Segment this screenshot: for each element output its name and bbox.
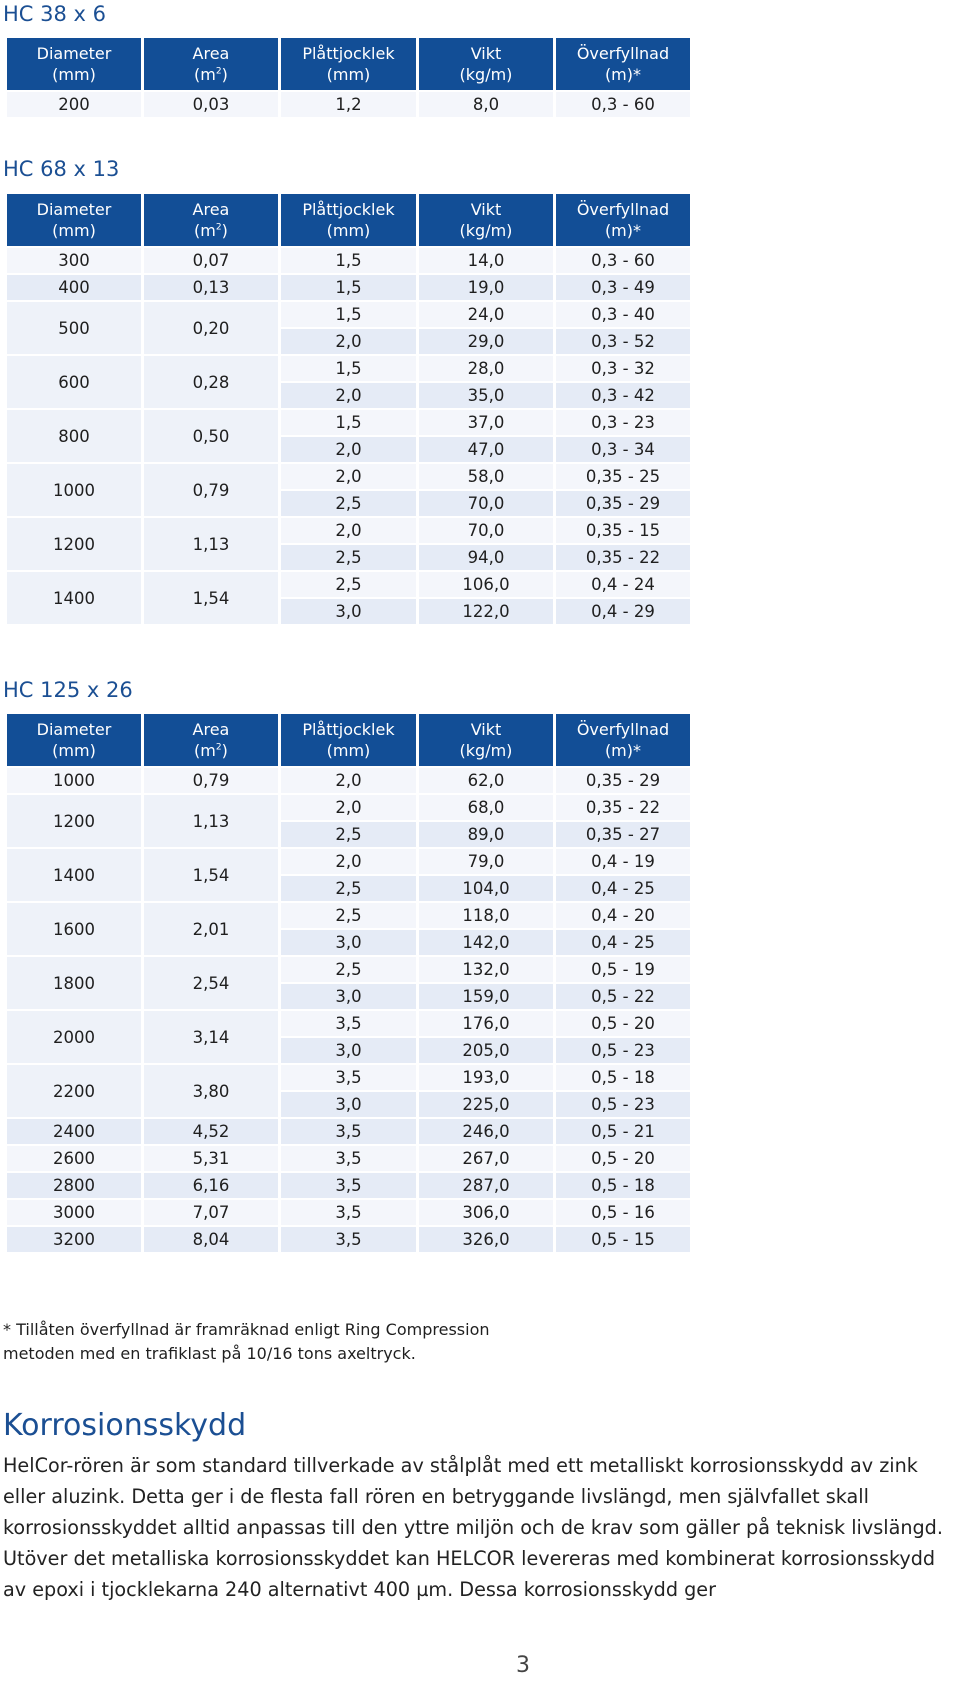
header-thickness-unit: (mm) <box>326 221 371 240</box>
cell-overfill: 0,4 - 25 <box>556 876 690 901</box>
header-row <box>7 714 690 766</box>
header-overfill-label: Överfyllnad <box>576 200 670 219</box>
header-weight <box>419 38 553 90</box>
table-row <box>7 1227 690 1252</box>
header-area <box>144 38 278 90</box>
cell-weight: 35,0 <box>419 383 553 408</box>
cell-weight: 94,0 <box>419 545 553 570</box>
cell-weight: 122,0 <box>419 599 553 624</box>
cell-thickness: 1,5 <box>281 275 416 300</box>
cell-overfill: 0,5 - 21 <box>556 1119 690 1144</box>
cell-overfill: 0,5 - 20 <box>556 1146 690 1171</box>
cell-area: 0,79 <box>144 768 278 793</box>
table-row <box>7 248 690 273</box>
header-overfill-unit: (m)* <box>604 65 642 84</box>
cell-diameter: 600 <box>7 356 141 408</box>
cell-overfill: 0,35 - 29 <box>556 768 690 793</box>
header-thickness-label: Plåttjocklek <box>302 200 395 219</box>
cell-weight: 37,0 <box>419 410 553 435</box>
cell-weight: 205,0 <box>419 1038 553 1063</box>
cell-area: 1,13 <box>144 518 278 570</box>
header-area-unit-close: ) <box>221 741 228 760</box>
cell-diameter: 200 <box>7 92 141 117</box>
header-weight-label: Vikt <box>470 720 502 739</box>
cell-weight: 24,0 <box>419 302 553 327</box>
cell-weight: 8,0 <box>419 92 553 117</box>
header-weight-unit: (kg/m) <box>459 65 513 84</box>
header-row <box>7 194 690 246</box>
header-diameter <box>7 194 141 246</box>
section-title-hc38: HC 38 x 6 <box>3 2 106 26</box>
cell-thickness: 3,0 <box>281 984 416 1009</box>
cell-weight: 104,0 <box>419 876 553 901</box>
cell-diameter: 2600 <box>7 1146 141 1171</box>
cell-diameter: 1400 <box>7 572 141 624</box>
cell-weight: 267,0 <box>419 1146 553 1171</box>
cell-thickness: 3,5 <box>281 1065 416 1090</box>
cell-weight: 29,0 <box>419 329 553 354</box>
table-row <box>7 302 690 327</box>
cell-overfill: 0,3 - 52 <box>556 329 690 354</box>
header-weight-label: Vikt <box>470 200 502 219</box>
table-row <box>7 1011 690 1036</box>
cell-thickness: 3,0 <box>281 1092 416 1117</box>
cell-area: 1,54 <box>144 572 278 624</box>
cell-diameter: 2000 <box>7 1011 141 1063</box>
cell-weight: 89,0 <box>419 822 553 847</box>
cell-overfill: 0,35 - 15 <box>556 518 690 543</box>
footnote-line-1: * Tillåten överfyllnad är framräknad enligt Ring Compression <box>3 1320 490 1339</box>
cell-thickness: 2,0 <box>281 329 416 354</box>
cell-thickness: 2,5 <box>281 491 416 516</box>
spec-table-hc38 <box>4 36 693 119</box>
cell-area: 6,16 <box>144 1173 278 1198</box>
section-title-hc125: HC 125 x 26 <box>3 678 133 702</box>
cell-diameter: 1200 <box>7 795 141 847</box>
cell-diameter: 3000 <box>7 1200 141 1225</box>
cell-thickness: 1,2 <box>281 92 416 117</box>
cell-weight: 62,0 <box>419 768 553 793</box>
cell-weight: 47,0 <box>419 437 553 462</box>
cell-area: 0,28 <box>144 356 278 408</box>
cell-thickness: 3,5 <box>281 1200 416 1225</box>
cell-overfill: 0,35 - 27 <box>556 822 690 847</box>
cell-overfill: 0,3 - 60 <box>556 92 690 117</box>
footnote <box>3 1318 563 1366</box>
cell-overfill: 0,35 - 22 <box>556 795 690 820</box>
cell-overfill: 0,3 - 42 <box>556 383 690 408</box>
header-overfill-unit: (m)* <box>604 741 642 760</box>
cell-overfill: 0,4 - 25 <box>556 930 690 955</box>
cell-thickness: 2,0 <box>281 795 416 820</box>
cell-diameter: 2800 <box>7 1173 141 1198</box>
cell-area: 0,20 <box>144 302 278 354</box>
cell-overfill: 0,5 - 22 <box>556 984 690 1009</box>
section-title-hc68: HC 68 x 13 <box>3 157 120 181</box>
cell-area: 8,04 <box>144 1227 278 1252</box>
cell-weight: 159,0 <box>419 984 553 1009</box>
header-area-label: Area <box>192 720 230 739</box>
header-diameter-label: Diameter <box>36 44 112 63</box>
cell-weight: 70,0 <box>419 491 553 516</box>
header-area-unit-close: ) <box>221 65 228 84</box>
header-area-unit-sup: 2 <box>215 742 222 753</box>
header-thickness-label: Plåttjocklek <box>302 720 395 739</box>
table-row <box>7 518 690 543</box>
header-area-unit-open: (m <box>194 65 216 84</box>
cell-area: 0,13 <box>144 275 278 300</box>
cell-weight: 287,0 <box>419 1173 553 1198</box>
cell-weight: 19,0 <box>419 275 553 300</box>
spec-table-hc125 <box>4 712 693 1254</box>
table-row <box>7 795 690 820</box>
cell-weight: 142,0 <box>419 930 553 955</box>
cell-overfill: 0,5 - 18 <box>556 1173 690 1198</box>
header-thickness-unit: (mm) <box>326 65 371 84</box>
header-area-label: Area <box>192 200 230 219</box>
cell-thickness: 3,5 <box>281 1146 416 1171</box>
header-thickness <box>281 38 416 90</box>
header-area-unit-open: (m <box>194 741 216 760</box>
cell-area: 3,14 <box>144 1011 278 1063</box>
header-diameter-unit: (mm) <box>52 741 96 760</box>
cell-diameter: 2200 <box>7 1065 141 1117</box>
cell-area: 5,31 <box>144 1146 278 1171</box>
cell-area: 3,80 <box>144 1065 278 1117</box>
header-overfill-label: Överfyllnad <box>576 720 670 739</box>
cell-thickness: 3,5 <box>281 1011 416 1036</box>
header-area-unit-close: ) <box>221 221 228 240</box>
header-area-label: Area <box>192 44 230 63</box>
table-row <box>7 903 690 928</box>
footnote-line-2: metoden med en trafiklast på 10/16 tons axeltryck. <box>3 1344 416 1363</box>
cell-thickness: 2,5 <box>281 822 416 847</box>
cell-overfill: 0,3 - 60 <box>556 248 690 273</box>
header-weight <box>419 194 553 246</box>
cell-thickness: 2,0 <box>281 518 416 543</box>
table-row <box>7 1146 690 1171</box>
cell-overfill: 0,3 - 40 <box>556 302 690 327</box>
cell-overfill: 0,5 - 18 <box>556 1065 690 1090</box>
table-row <box>7 572 690 597</box>
table-row <box>7 1119 690 1144</box>
cell-overfill: 0,4 - 20 <box>556 903 690 928</box>
spec-table-hc68 <box>4 192 693 626</box>
page-number: 3 <box>516 1653 530 1678</box>
cell-area: 0,50 <box>144 410 278 462</box>
cell-thickness: 3,0 <box>281 599 416 624</box>
header-overfill-unit: (m)* <box>604 221 642 240</box>
cell-overfill: 0,5 - 15 <box>556 1227 690 1252</box>
cell-weight: 132,0 <box>419 957 553 982</box>
cell-overfill: 0,3 - 34 <box>556 437 690 462</box>
cell-area: 1,13 <box>144 795 278 847</box>
header-weight-label: Vikt <box>470 44 502 63</box>
cell-thickness: 3,5 <box>281 1119 416 1144</box>
table-row <box>7 849 690 874</box>
cell-thickness: 2,5 <box>281 876 416 901</box>
header-weight <box>419 714 553 766</box>
cell-weight: 68,0 <box>419 795 553 820</box>
header-area-unit-sup: 2 <box>215 222 222 233</box>
cell-area: 1,54 <box>144 849 278 901</box>
cell-thickness: 1,5 <box>281 248 416 273</box>
table-row <box>7 356 690 381</box>
header-area-unit-sup: 2 <box>215 66 222 77</box>
cell-thickness: 3,5 <box>281 1227 416 1252</box>
cell-diameter: 1600 <box>7 903 141 955</box>
cell-weight: 193,0 <box>419 1065 553 1090</box>
cell-area: 4,52 <box>144 1119 278 1144</box>
table-row <box>7 464 690 489</box>
cell-weight: 28,0 <box>419 356 553 381</box>
table-row <box>7 1200 690 1225</box>
cell-weight: 225,0 <box>419 1092 553 1117</box>
header-diameter-unit: (mm) <box>52 221 96 240</box>
cell-overfill: 0,5 - 23 <box>556 1038 690 1063</box>
header-thickness-label: Plåttjocklek <box>302 44 395 63</box>
header-weight-unit: (kg/m) <box>459 741 513 760</box>
cell-overfill: 0,35 - 29 <box>556 491 690 516</box>
cell-thickness: 2,0 <box>281 437 416 462</box>
corrosion-heading: Korrosionsskydd <box>3 1408 247 1443</box>
header-overfill <box>556 194 690 246</box>
header-thickness <box>281 714 416 766</box>
cell-diameter: 1000 <box>7 464 141 516</box>
header-diameter-unit: (mm) <box>52 65 96 84</box>
cell-thickness: 1,5 <box>281 410 416 435</box>
cell-diameter: 300 <box>7 248 141 273</box>
cell-weight: 14,0 <box>419 248 553 273</box>
cell-overfill: 0,5 - 20 <box>556 1011 690 1036</box>
cell-overfill: 0,3 - 49 <box>556 275 690 300</box>
cell-area: 7,07 <box>144 1200 278 1225</box>
header-area <box>144 194 278 246</box>
cell-weight: 176,0 <box>419 1011 553 1036</box>
corrosion-paragraph: HelCor-rören är som standard tillverkade av stålplåt med ett metalliskt korrosionsskydd av zink eller aluzink. Detta ger i de flesta fall rören en betryggande livslängd, men självfallet skall korrosionsskyddet alltid anpassas till den yttre miljön och de krav som gäller på teknisk livslängd. Utöver det metalliska korrosionsskyddet kan HELCOR levereras med kombinerat korrosionsskydd av epoxi i tjocklekarna 240 alternativt 400 µm. Dessa korrosionsskydd ger <box>3 1454 943 1601</box>
cell-thickness: 2,0 <box>281 464 416 489</box>
header-diameter <box>7 714 141 766</box>
table-row <box>7 1173 690 1198</box>
cell-diameter: 2400 <box>7 1119 141 1144</box>
table-row <box>7 957 690 982</box>
cell-diameter: 3200 <box>7 1227 141 1252</box>
cell-thickness: 3,0 <box>281 930 416 955</box>
cell-diameter: 1000 <box>7 768 141 793</box>
cell-overfill: 0,4 - 24 <box>556 572 690 597</box>
cell-overfill: 0,5 - 19 <box>556 957 690 982</box>
cell-overfill: 0,35 - 22 <box>556 545 690 570</box>
header-area <box>144 714 278 766</box>
header-diameter-label: Diameter <box>36 200 112 219</box>
table-row <box>7 768 690 793</box>
cell-overfill: 0,5 - 23 <box>556 1092 690 1117</box>
cell-overfill: 0,3 - 32 <box>556 356 690 381</box>
cell-diameter: 500 <box>7 302 141 354</box>
cell-area: 0,79 <box>144 464 278 516</box>
cell-diameter: 400 <box>7 275 141 300</box>
cell-thickness: 2,5 <box>281 545 416 570</box>
cell-area: 2,54 <box>144 957 278 1009</box>
cell-weight: 326,0 <box>419 1227 553 1252</box>
header-diameter <box>7 38 141 90</box>
cell-thickness: 2,0 <box>281 768 416 793</box>
cell-diameter: 1400 <box>7 849 141 901</box>
cell-weight: 70,0 <box>419 518 553 543</box>
cell-thickness: 2,5 <box>281 903 416 928</box>
table-row <box>7 275 690 300</box>
header-overfill-label: Överfyllnad <box>576 44 670 63</box>
header-thickness-unit: (mm) <box>326 741 371 760</box>
cell-area: 2,01 <box>144 903 278 955</box>
cell-thickness: 1,5 <box>281 302 416 327</box>
cell-weight: 118,0 <box>419 903 553 928</box>
cell-diameter: 1200 <box>7 518 141 570</box>
header-diameter-label: Diameter <box>36 720 112 739</box>
cell-diameter: 800 <box>7 410 141 462</box>
cell-diameter: 1800 <box>7 957 141 1009</box>
header-weight-unit: (kg/m) <box>459 221 513 240</box>
table-row <box>7 410 690 435</box>
cell-thickness: 2,0 <box>281 383 416 408</box>
table-row <box>7 1065 690 1090</box>
table-row <box>7 92 690 117</box>
cell-thickness: 2,5 <box>281 572 416 597</box>
header-overfill <box>556 714 690 766</box>
cell-area: 0,07 <box>144 248 278 273</box>
cell-overfill: 0,4 - 29 <box>556 599 690 624</box>
cell-thickness: 3,0 <box>281 1038 416 1063</box>
cell-weight: 58,0 <box>419 464 553 489</box>
cell-weight: 246,0 <box>419 1119 553 1144</box>
cell-area: 0,03 <box>144 92 278 117</box>
header-thickness <box>281 194 416 246</box>
cell-weight: 79,0 <box>419 849 553 874</box>
cell-overfill: 0,4 - 19 <box>556 849 690 874</box>
cell-thickness: 3,5 <box>281 1173 416 1198</box>
cell-thickness: 2,0 <box>281 849 416 874</box>
cell-overfill: 0,5 - 16 <box>556 1200 690 1225</box>
header-area-unit-open: (m <box>194 221 216 240</box>
cell-thickness: 1,5 <box>281 356 416 381</box>
cell-weight: 106,0 <box>419 572 553 597</box>
header-row <box>7 38 690 90</box>
cell-weight: 306,0 <box>419 1200 553 1225</box>
cell-overfill: 0,3 - 23 <box>556 410 690 435</box>
cell-overfill: 0,35 - 25 <box>556 464 690 489</box>
cell-thickness: 2,5 <box>281 957 416 982</box>
header-overfill <box>556 38 690 90</box>
